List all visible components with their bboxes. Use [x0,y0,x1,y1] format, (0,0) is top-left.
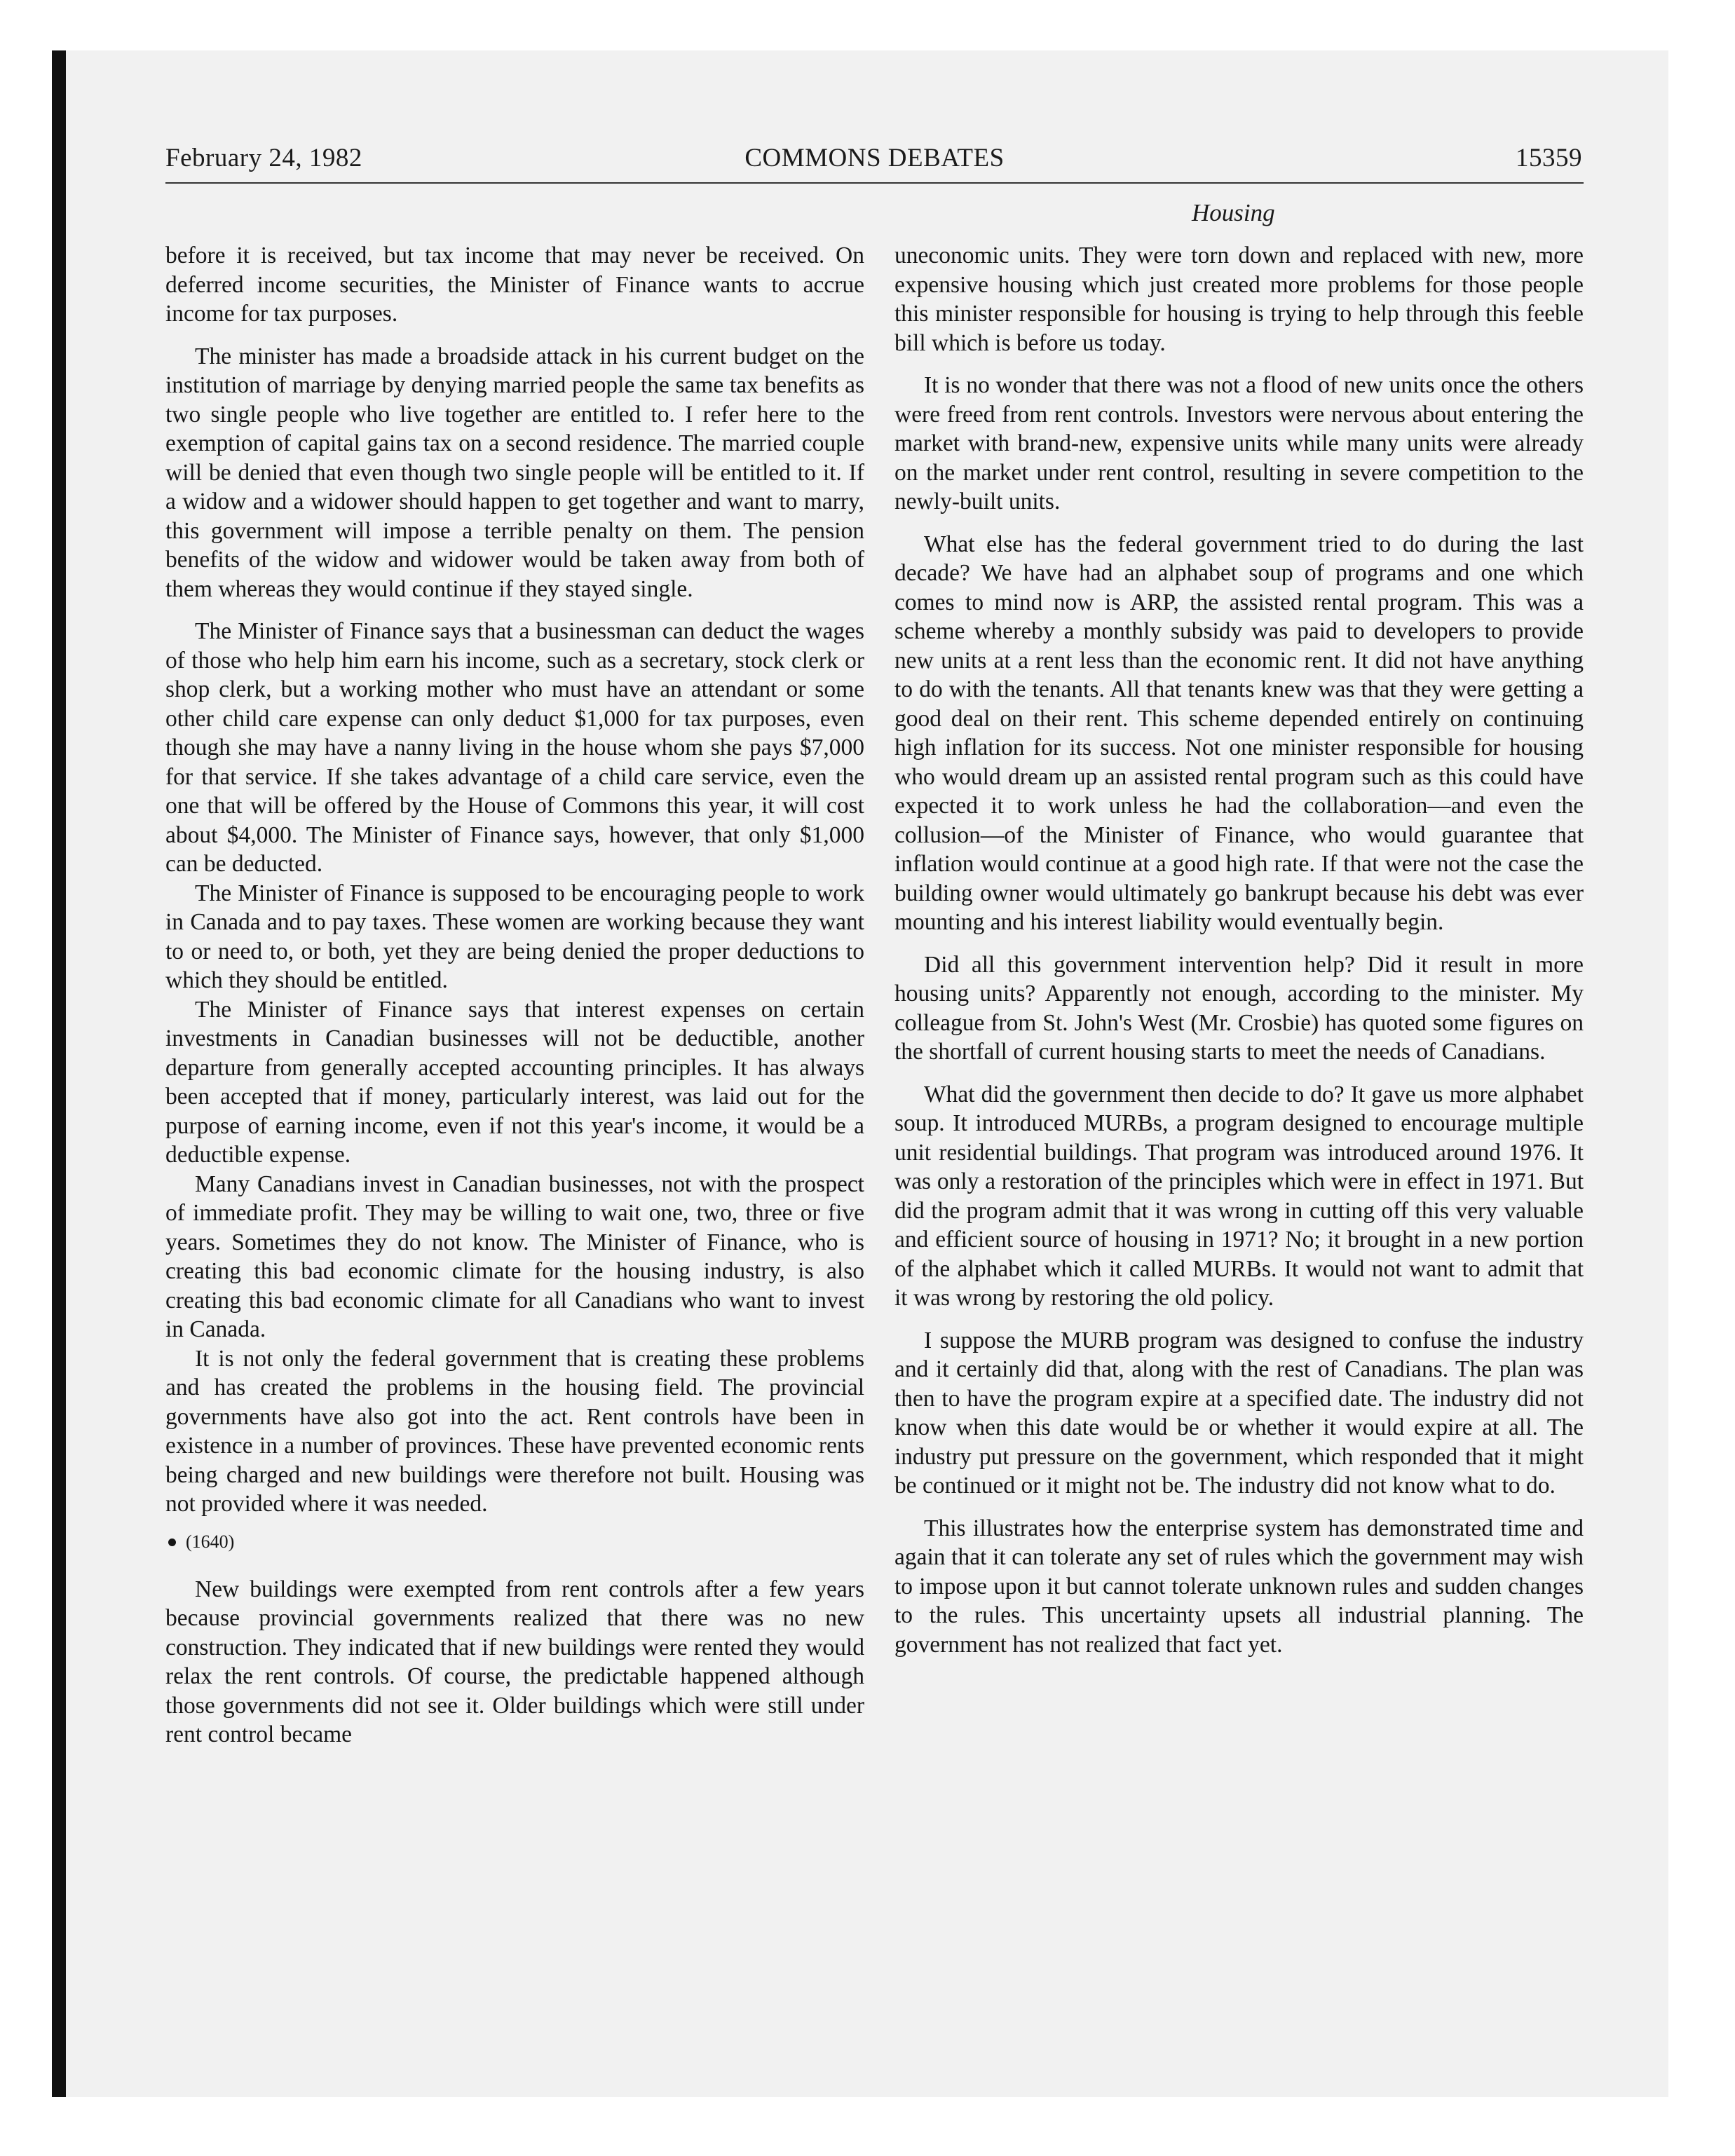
header-page-number: 15359 [1516,144,1582,172]
header-date: February 24, 1982 [165,144,362,172]
paragraph: The minister has made a broadside attack in his current budget on the institution of marriage by denying married people the same tax benefits as two single people who live together are entitled to. I refer here to the exemption of capital gains tax on a second residence. The married couple will be denied that even though two single people will be entitled to it. If a widow and a widower should happen to get together and want to marry, this government will impose a terrible penalty on them. The pension benefits of the widow and widower would be taken away from both of them whereas they would continue if they stayed single. [165,343,864,602]
bullet-icon [168,1538,176,1546]
paragraph: I suppose the MURB program was designed to confuse the industry and it certainly did that, along with the rest of Canadians. The plan was then to have the program expire at a specified date. The industry did not know when this date would be or whether it would expire at all. The industry put pressure on the government, which responded that it might be continued or it might not be. The industry did not know what to do. [894,1327,1584,1499]
paragraph: uneconomic units. They were torn down and replaced with new, more expensive housing which just created more problems for those people this minister responsible for housing is trying to help through this feeble bill which is before us today. [894,243,1584,356]
header-title: COMMONS DEBATES [744,144,1005,172]
right-column [894,241,1584,1672]
paragraph: The Minister of Finance says that interest expenses on certain investments in Canadian businesses will not be deductible, another departure from generally accepted accounting principles. It has always been accepted that if money, particularly interest, was laid out for the purpose of earning income, even if not this year's income, it would be a deductible expense. [165,996,864,1168]
paragraph: This illustrates how the enterprise system has demonstrated time and again that it can tolerate any set of rules which the government may wish to impose upon it but cannot tolerate unknown rules and sudden changes to the rules. This uncertainty upsets all industrial planning. The government has not realized that fact yet. [894,1515,1584,1658]
paragraph: New buildings were exempted from rent controls after a few years because provincial governments realized that there was no new construction. They indicated that if new buildings were rented they would relax the rent controls. Of course, the predictable happened although those governments did not see it. Older buildings which were still under rent control became [165,1576,864,1747]
scan-edge [52,50,66,2097]
section-label: Housing [1192,199,1275,226]
paragraph: What did the government then decide to do? It gave us more alphabet soup. It introduced MURBs, a program designed to encourage multiple unit residential buildings. That program was introduced around 1976. It was only a restoration of the principles which were in effect in 1971. But did the program admit that it was wrong in cutting off this very valuable and efficient source of housing in 1971? No; it brought in a new portion of the alphabet which it called MURBs. It would not want to admit that it was wrong by restoring the old policy. [894,1081,1584,1311]
page-header [165,140,1584,184]
paragraph: What else has the federal government tried to do during the last decade? We have had an alphabet soup of programs and one which comes to mind now is ARP, the assisted rental program. This was a scheme whereby a monthly subsidy was paid to developers to provide new units at a rent less than the economic rent. It did not have anything to do with the tenants. All that tenants knew was that they were getting a good deal on their rent. This scheme depended entirely on continuing high inflation for its success. Not one minister responsible for housing who would dream up an assisted rental program such as this could have expected it to work unless he had the collaboration—and even the collusion—of the Minister of Finance, who would guarantee that inflation would continue at a good high rate. If that were not the case the building owner would ultimately go bankrupt because his debt was ever mounting and his interest liability would eventually begin. [894,531,1584,935]
timestamp: (1640) [186,1531,235,1552]
left-column [165,241,864,1763]
paragraph: The Minister of Finance is supposed to be encouraging people to work in Canada and to pay taxes. These women are working because they want to or need to, or both, yet they are being denied the proper deductions to which they should be entitled. [165,880,864,993]
paragraph: It is not only the federal government that is creating these problems and has created the problems in the housing field. The provincial governments have also got into the act. Rent controls have been in existence in a number of provinces. These have prevented economic rents being charged and new buildings were therefore not built. Housing was not provided where it was needed. [165,1345,864,1517]
paragraph: before it is received, but tax income that may never be received. On deferred income securities, the Minister of Finance wants to accrue income for tax purposes. [165,243,864,327]
timestamp-marker [165,1531,864,1553]
paragraph: Did all this government intervention help? Did it result in more housing units? Apparently not enough, according to the minister. My colleague from St. John's West (Mr. Crosbie) has quoted some figures on the shortfall of current housing starts to meet the needs of Canadians. [894,951,1584,1065]
paragraph: The Minister of Finance says that a businessman can deduct the wages of those who help him earn his income, such as a secretary, stock clerk or shop clerk, but a working mother who must have an attendant or some other child care expense can only deduct $1,000 for tax purposes, even though she may have a nanny living in the house whom she pays $7,000 for that service. If she takes advantage of a child care service, even the one that will be offered by the House of Commons this year, it will cost about $4,000. The Minister of Finance says, however, that only $1,000 can be deducted. [165,618,864,877]
paragraph: It is no wonder that there was not a flood of new units once the others were freed from rent controls. Investors were nervous about entering the market with brand-new, expensive units while many units were already on the market under rent control, resulting in severe competition to the newly-built units. [894,372,1584,514]
paragraph: Many Canadians invest in Canadian businesses, not with the prospect of immediate profit. They may be willing to wait one, two, three or five years. Sometimes they do not know. The Minister of Finance, who is creating this bad economic climate for the housing industry, is also creating this bad economic climate for all Canadians who want to invest in Canada. [165,1171,864,1342]
